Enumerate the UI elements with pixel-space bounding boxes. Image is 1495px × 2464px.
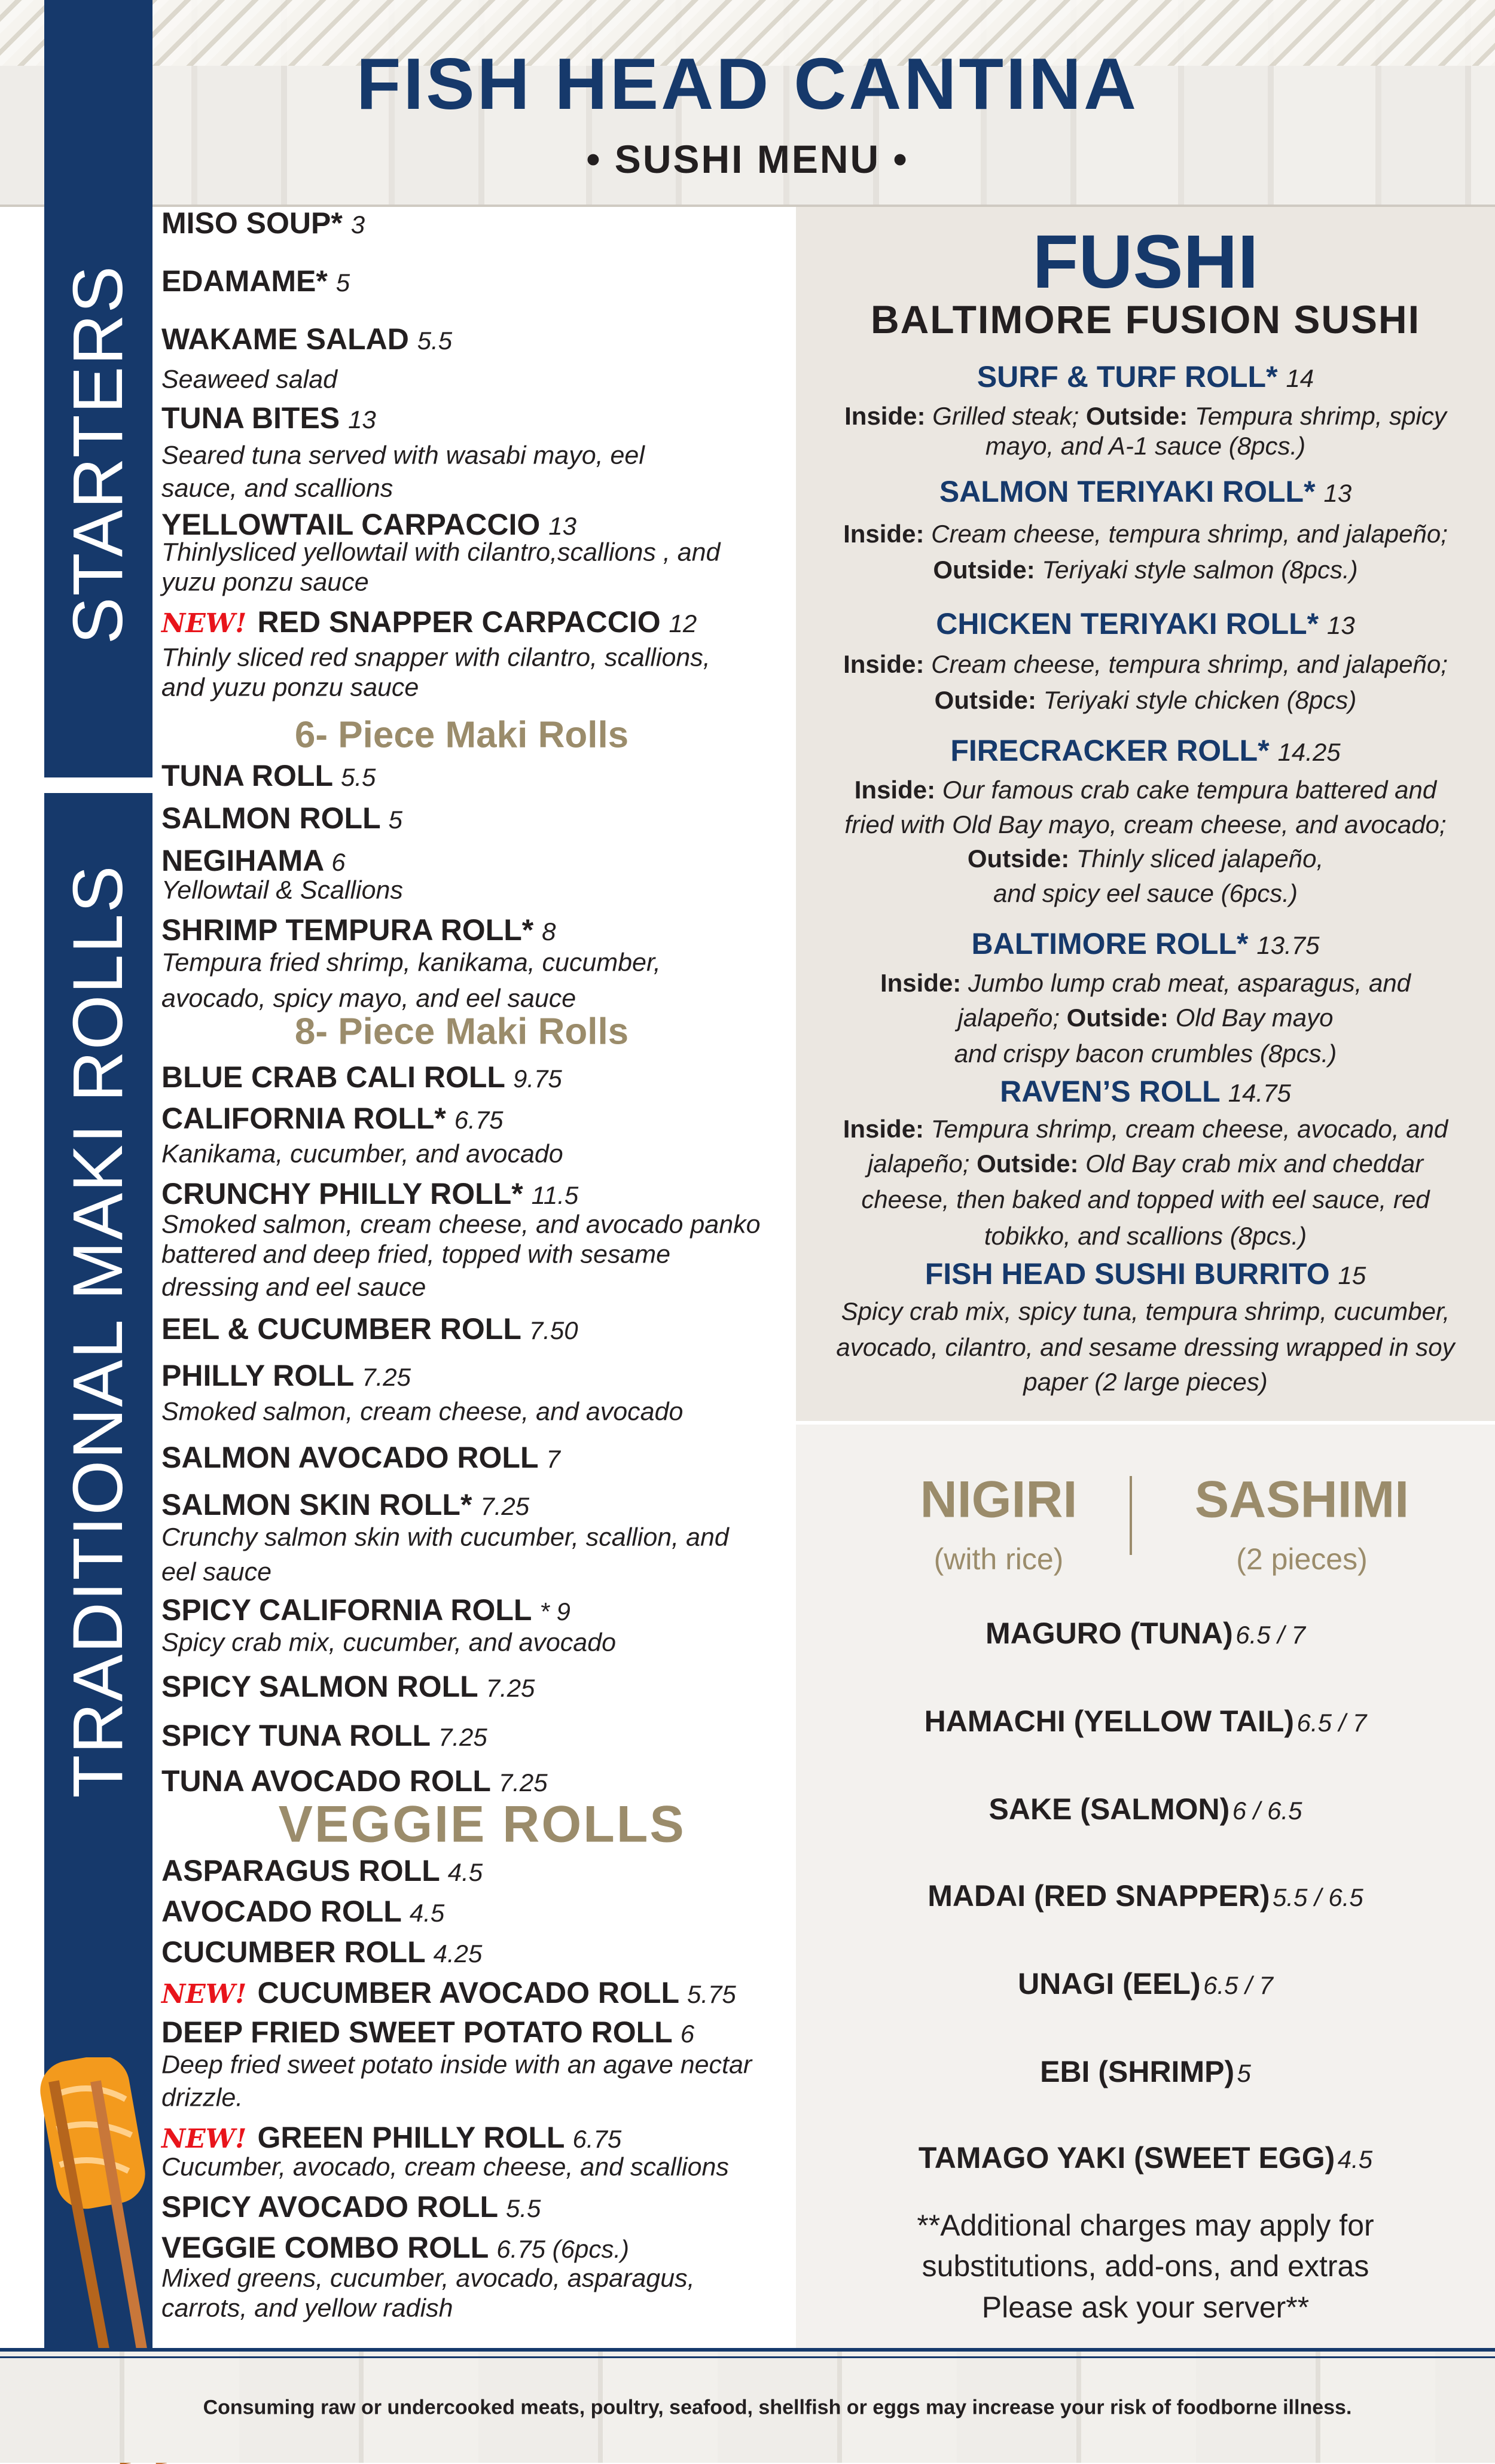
nigiri-item xyxy=(796,1792,1495,1826)
roll-name: RAVEN’S ROLL xyxy=(1000,1075,1220,1109)
item-price: 7.25 xyxy=(438,1722,487,1751)
item-price: 5.5 xyxy=(341,763,376,792)
item-description: Seared tuna served with wasabi mayo, eel xyxy=(161,441,645,470)
roll-name: CHICKEN TERIYAKI ROLL* xyxy=(936,606,1319,641)
roll-description: fried with Old Bay mayo, cream cheese, and avocado; xyxy=(844,810,1447,838)
item-name: SALMON AVOCADO ROLL xyxy=(161,1440,538,1474)
roll-part-label: Inside: xyxy=(843,1115,931,1143)
roll-name: BALTIMORE ROLL* xyxy=(971,927,1249,961)
item-name: TUNA ROLL xyxy=(161,759,333,793)
additional-charges-note: Please ask your server** xyxy=(981,2290,1310,2324)
item-name: SPICY CALIFORNIA ROLL xyxy=(161,1593,532,1627)
nigiri-price: 6.5 / 7 xyxy=(1235,1621,1306,1649)
roll-part-label: Outside: xyxy=(1066,1003,1176,1032)
item-name: SALMON ROLL xyxy=(161,801,380,835)
item-price: 13 xyxy=(348,405,376,434)
roll-description-line xyxy=(796,1185,1495,1214)
roll-title xyxy=(796,359,1495,394)
menu-item xyxy=(161,507,576,542)
roll-title xyxy=(796,926,1495,961)
roll-description-line xyxy=(796,844,1495,873)
roll-description-line xyxy=(796,1297,1495,1326)
item-description: battered and deep fried, topped with sesame xyxy=(161,1240,671,1269)
roll-part-label: Inside: xyxy=(880,968,968,997)
menu-item xyxy=(161,1358,411,1393)
section-heading: VEGGIE ROLLS xyxy=(278,1795,686,1853)
item-price: 7.25 xyxy=(362,1363,411,1392)
footer-stripe xyxy=(0,2348,1495,2352)
roll-description-line xyxy=(796,1004,1495,1032)
item-description: Mixed greens, cucumber, avocado, asparagus, xyxy=(161,2264,695,2293)
item-description: Smoked salmon, cream cheese, and avocado xyxy=(161,1397,684,1426)
item-name: CALIFORNIA ROLL* xyxy=(161,1101,446,1135)
menu-item xyxy=(161,1764,548,1798)
item-name: AVOCADO ROLL xyxy=(161,1894,401,1928)
menu-item xyxy=(161,322,452,356)
item-price: 5.5 xyxy=(417,327,453,355)
item-name: CRUNCHY PHILLY ROLL* xyxy=(161,1176,523,1210)
nigiri-item xyxy=(796,2054,1495,2089)
item-name: SALMON SKIN ROLL* xyxy=(161,1487,472,1521)
menu-item xyxy=(161,1853,483,1888)
roll-description-line xyxy=(796,686,1495,715)
new-badge: NEW! xyxy=(161,608,247,639)
roll-description: Cream cheese, tempura shrimp, and jalapeño; xyxy=(931,649,1448,678)
roll-description: tobikko, and scallions (8pcs.) xyxy=(984,1221,1307,1250)
nigiri-name: TAMAGO YAKI (SWEET EGG) xyxy=(918,2141,1335,2175)
item-price: 13 xyxy=(548,512,576,541)
menu-subtitle: • SUSHI MENU • xyxy=(586,137,909,181)
roll-part-label: Outside: xyxy=(934,686,1044,715)
roll-description: Thinly sliced jalapeño, xyxy=(1076,844,1324,873)
roll-part-label: Inside: xyxy=(843,519,932,548)
item-description: Crunchy salmon skin with cucumber, scallion, and xyxy=(161,1523,729,1552)
item-description: and yuzu ponzu sauce xyxy=(161,673,419,702)
menu-item xyxy=(161,913,556,947)
item-description: avocado, spicy mayo, and eel sauce xyxy=(161,984,576,1013)
menu-item xyxy=(161,2230,629,2265)
item-name: PHILLY ROLL xyxy=(161,1359,354,1393)
menu-item xyxy=(161,264,350,298)
roll-description: Teriyaki style chicken (8pcs) xyxy=(1043,686,1357,715)
nigiri-name: UNAGI (EEL) xyxy=(1018,1966,1201,2001)
sashimi-subheading: (2 pieces) xyxy=(1236,1542,1368,1576)
menu-item xyxy=(161,605,697,639)
menu-item xyxy=(161,1487,529,1522)
roll-name: FIRECRACKER ROLL* xyxy=(950,734,1270,768)
menu-item xyxy=(161,2120,621,2155)
item-price: 7 xyxy=(546,1444,560,1473)
menu-item xyxy=(161,843,346,878)
nigiri-name: MADAI (RED SNAPPER) xyxy=(927,1879,1270,1913)
item-name: SHRIMP TEMPURA ROLL* xyxy=(161,913,534,947)
item-name: DEEP FRIED SWEET POTATO ROLL xyxy=(161,2015,672,2050)
item-name: MISO SOUP* xyxy=(161,206,343,240)
menu-item xyxy=(161,401,376,435)
roll-description: Cream cheese, tempura shrimp, and jalapeño; xyxy=(931,519,1448,548)
item-name: BLUE CRAB CALI ROLL xyxy=(161,1060,505,1094)
starters-side-band xyxy=(44,0,152,777)
roll-description: avocado, cilantro, and sesame dressing wrapped in soy xyxy=(836,1333,1455,1362)
roll-description-line xyxy=(796,1333,1495,1362)
additional-charges-note: substitutions, add-ons, and extras xyxy=(922,2249,1369,2283)
menu-item xyxy=(161,1060,562,1094)
item-price: 6.75 xyxy=(454,1105,504,1134)
item-description: Seaweed salad xyxy=(161,365,338,394)
item-name: SPICY SALMON ROLL xyxy=(161,1670,478,1704)
item-price: 5 xyxy=(388,806,402,834)
roll-price: 13 xyxy=(1323,478,1352,507)
item-price: 7.25 xyxy=(480,1492,530,1520)
roll-description: Jumbo lump crab meat, asparagus, and xyxy=(968,968,1411,997)
roll-description-line xyxy=(796,1149,1495,1178)
roll-name: SALMON TERIYAKI ROLL* xyxy=(939,474,1316,508)
item-description: yuzu ponzu sauce xyxy=(161,568,369,597)
item-price: * 9 xyxy=(539,1597,570,1626)
roll-description-line xyxy=(796,402,1495,431)
nigiri-price: 5 xyxy=(1237,2059,1251,2087)
roll-description: Old Bay mayo xyxy=(1175,1003,1334,1032)
item-price: 5 xyxy=(335,269,350,297)
nigiri-price: 6.5 / 7 xyxy=(1296,1709,1367,1737)
item-price: 5.5 xyxy=(506,2194,541,2222)
new-badge: NEW! xyxy=(161,2123,247,2154)
item-price: 6 xyxy=(331,848,346,877)
additional-charges-note: **Additional charges may apply for xyxy=(917,2209,1374,2243)
roll-description-line xyxy=(796,879,1495,908)
item-name: WAKAME SALAD xyxy=(161,322,409,356)
roll-title xyxy=(796,1074,1495,1109)
menu-item xyxy=(161,2015,694,2050)
nigiri-item xyxy=(796,1616,1495,1651)
sashimi-heading: SASHIMI xyxy=(1194,1471,1409,1529)
item-description: Kanikama, cucumber, and avocado xyxy=(161,1139,563,1169)
roll-description: Spicy crab mix, spicy tuna, tempura shrimp, cucumber, xyxy=(841,1297,1450,1325)
section-heading: 6- Piece Maki Rolls xyxy=(294,714,629,756)
roll-description-line xyxy=(796,432,1495,461)
roll-description: paper (2 large pieces) xyxy=(1023,1367,1268,1396)
nigiri-price: 6 / 6.5 xyxy=(1232,1797,1302,1825)
item-description: dressing and eel sauce xyxy=(161,1273,426,1302)
nigiri-item xyxy=(796,1704,1495,1739)
nigiri-item xyxy=(796,2140,1495,2175)
roll-description-line xyxy=(796,810,1495,839)
item-description: sauce, and scallions xyxy=(161,474,393,503)
roll-description-line xyxy=(796,556,1495,584)
item-name: ASPARAGUS ROLL xyxy=(161,1853,440,1887)
item-description: Deep fried sweet potato inside with an agave nectar xyxy=(161,2050,752,2079)
roll-part-label: Outside: xyxy=(967,844,1076,873)
roll-description: Tempura shrimp, cream cheese, avocado, and xyxy=(930,1115,1448,1143)
roll-description: Our famous crab cake tempura battered and xyxy=(942,775,1437,804)
roll-part-label: Outside: xyxy=(933,556,1042,584)
item-name: NEGIHAMA xyxy=(161,844,324,878)
roll-description: Old Bay crab mix and cheddar xyxy=(1085,1149,1424,1178)
item-name: VEGGIE COMBO ROLL xyxy=(161,2230,489,2264)
menu-item xyxy=(161,1176,578,1211)
item-name: CUCUMBER AVOCADO ROLL xyxy=(257,1976,679,2010)
item-name: SPICY AVOCADO ROLL xyxy=(161,2189,498,2224)
roll-part-label: Inside: xyxy=(843,649,932,678)
menu-item xyxy=(161,1440,560,1475)
item-price: 4.5 xyxy=(409,1898,445,1927)
roll-description-line xyxy=(796,650,1495,679)
nigiri-heading: NIGIRI xyxy=(920,1471,1078,1529)
roll-description-line xyxy=(796,1115,1495,1143)
item-name: EEL & CUCUMBER ROLL xyxy=(161,1312,521,1346)
roll-name: SURF & TURF ROLL* xyxy=(977,360,1278,394)
item-description: Smoked salmon, cream cheese, and avocado panko xyxy=(161,1210,761,1239)
food-safety-warning: Consuming raw or undercooked meats, poultry, seafood, shellfish or eggs may increase your risk of foodborne illness. xyxy=(203,2396,1352,2419)
roll-price: 13.75 xyxy=(1256,931,1320,960)
new-badge: NEW! xyxy=(161,1979,247,2010)
roll-part-label: Inside: xyxy=(844,401,933,430)
roll-price: 14.25 xyxy=(1277,738,1341,767)
roll-description: Grilled steak; xyxy=(932,401,1086,430)
menu-item xyxy=(161,1718,487,1753)
item-price: 7.25 xyxy=(486,1674,535,1703)
item-price: 5.75 xyxy=(687,1980,736,2009)
menu-item xyxy=(161,2189,541,2224)
roll-price: 13 xyxy=(1327,611,1355,639)
menu-item xyxy=(161,1894,444,1929)
item-name: EDAMAME* xyxy=(161,264,328,298)
menu-item xyxy=(161,1101,504,1136)
item-description: Thinly sliced red snapper with cilantro, scallions, xyxy=(161,643,710,672)
item-description: Thinlysliced yellowtail with cilantro,scallions , and xyxy=(161,538,721,567)
roll-description: cheese, then baked and topped with eel sauce, red xyxy=(861,1185,1430,1214)
roll-description-line xyxy=(796,776,1495,804)
nigiri-name: EBI (SHRIMP) xyxy=(1040,2054,1235,2088)
item-name: YELLOWTAIL CARPACCIO xyxy=(161,508,541,542)
item-description: drizzle. xyxy=(161,2083,243,2112)
heading-divider xyxy=(1130,1476,1132,1555)
roll-description: jalapeño; xyxy=(957,1003,1067,1032)
menu-item xyxy=(161,206,365,240)
roll-description: and crispy bacon crumbles (8pcs.) xyxy=(954,1039,1337,1068)
item-price: 11.5 xyxy=(531,1181,579,1209)
roll-title xyxy=(796,474,1495,509)
item-name: SPICY TUNA ROLL xyxy=(161,1718,431,1752)
fushi-subtitle: BALTIMORE FUSION SUSHI xyxy=(870,297,1421,341)
roll-part-label: Outside: xyxy=(977,1149,1086,1178)
roll-description: mayo, and A-1 sauce (8pcs.) xyxy=(985,431,1306,460)
menu-item xyxy=(161,1669,535,1704)
roll-description-line xyxy=(796,1222,1495,1251)
item-price: 8 xyxy=(542,917,556,946)
nigiri-subheading: (with rice) xyxy=(933,1542,1064,1576)
item-description: Tempura fried shrimp, kanikama, cucumber, xyxy=(161,948,661,977)
roll-title xyxy=(796,606,1495,641)
nigiri-name: SAKE (SALMON) xyxy=(988,1792,1230,1826)
nigiri-name: MAGURO (TUNA) xyxy=(985,1617,1233,1651)
restaurant-title: FISH HEAD CANTINA xyxy=(356,43,1139,124)
roll-description: Teriyaki style salmon (8pcs.) xyxy=(1042,556,1358,584)
item-price: 12 xyxy=(669,609,697,638)
roll-part-label: Inside: xyxy=(854,775,942,804)
item-price: 6 xyxy=(680,2020,695,2048)
traditional-maki-label: TRADITIONAL MAKI ROLLS xyxy=(59,864,138,1798)
nigiri-price: 6.5 / 7 xyxy=(1203,1971,1273,1999)
roll-price: 15 xyxy=(1338,1261,1366,1289)
menu-item xyxy=(161,1593,570,1627)
item-price: 4.25 xyxy=(433,1940,483,1968)
menu-item xyxy=(161,758,376,793)
menu-item xyxy=(161,1312,578,1346)
roll-description: Tempura shrimp, spicy xyxy=(1194,401,1447,430)
item-price: 4.5 xyxy=(447,1858,483,1886)
item-name: TUNA BITES xyxy=(161,401,340,435)
starters-label: STARTERS xyxy=(59,264,138,645)
roll-name: FISH HEAD SUSHI BURRITO xyxy=(925,1257,1330,1291)
item-price: 3 xyxy=(350,210,365,239)
fushi-title: FUSHI xyxy=(1032,219,1259,304)
roll-description-line xyxy=(796,1039,1495,1068)
roll-price: 14 xyxy=(1286,364,1314,393)
item-price: 9.75 xyxy=(512,1065,562,1093)
item-name: TUNA AVOCADO ROLL xyxy=(161,1764,490,1798)
item-description: eel sauce xyxy=(161,1557,272,1587)
nigiri-name: HAMACHI (YELLOW TAIL) xyxy=(924,1704,1295,1739)
footer-stripe xyxy=(0,2356,1495,2358)
nigiri-item xyxy=(796,1879,1495,1913)
nigiri-price: 5.5 / 6.5 xyxy=(1272,1883,1363,1911)
item-price: 7.25 xyxy=(498,1768,548,1797)
item-description: carrots, and yellow radish xyxy=(161,2294,453,2323)
roll-description-line xyxy=(796,520,1495,548)
item-description: Cucumber, avocado, cream cheese, and scallions xyxy=(161,2152,729,2182)
item-name: RED SNAPPER CARPACCIO xyxy=(257,605,661,639)
item-description: Spicy crab mix, cucumber, and avocado xyxy=(161,1628,617,1657)
roll-part-label: Outside: xyxy=(1085,401,1195,430)
item-name: CUCUMBER ROLL xyxy=(161,1935,425,1969)
item-price: 6.75 xyxy=(572,2124,622,2153)
nigiri-price: 4.5 xyxy=(1337,2145,1373,2174)
roll-description-line xyxy=(796,1368,1495,1396)
item-price: 6.75 (6pcs.) xyxy=(496,2234,630,2263)
nigiri-item xyxy=(796,1966,1495,2001)
section-heading: 8- Piece Maki Rolls xyxy=(294,1011,629,1053)
roll-description-line xyxy=(796,969,1495,998)
item-description: Yellowtail & Scallions xyxy=(161,876,403,905)
roll-description: jalapeño; xyxy=(867,1149,977,1178)
roll-title xyxy=(796,1257,1495,1291)
item-name: GREEN PHILLY ROLL xyxy=(257,2120,565,2154)
menu-item xyxy=(161,1935,482,1969)
menu-item xyxy=(161,1975,736,2010)
roll-title xyxy=(796,733,1495,768)
roll-description: and spicy eel sauce (6pcs.) xyxy=(993,879,1298,908)
roll-price: 14.75 xyxy=(1228,1079,1291,1108)
item-price: 7.50 xyxy=(529,1316,578,1344)
menu-item xyxy=(161,801,402,835)
